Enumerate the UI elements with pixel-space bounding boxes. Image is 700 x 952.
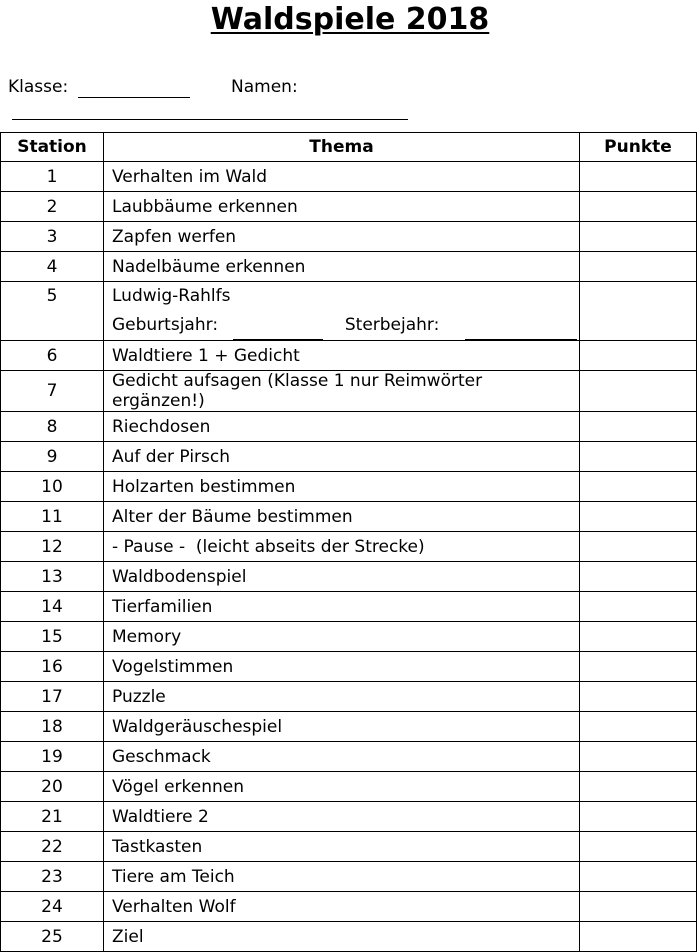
station-number: 10	[1, 472, 104, 502]
punkte-cell[interactable]	[580, 652, 697, 682]
station-number: 23	[1, 862, 104, 892]
station-thema: Laubbäume erkennen	[104, 192, 580, 222]
table-row	[1, 472, 697, 502]
station-thema: Tierfamilien	[104, 592, 580, 622]
station-number: 19	[1, 742, 104, 772]
station-thema: Alter der Bäume bestimmen	[104, 502, 580, 532]
punkte-cell[interactable]	[580, 892, 697, 922]
station-thema: Vögel erkennen	[104, 772, 580, 802]
table-row	[1, 922, 697, 952]
station-number: 7	[1, 371, 104, 412]
station-number: 6	[1, 341, 104, 371]
punkte-cell[interactable]	[580, 341, 697, 371]
punkte-cell[interactable]	[580, 371, 697, 412]
station-thema: Tastkasten	[104, 832, 580, 862]
header-punkte: Punkte	[580, 133, 697, 162]
station-number: 8	[1, 412, 104, 442]
station-thema: Vogelstimmen	[104, 652, 580, 682]
table-row	[1, 652, 697, 682]
punkte-cell[interactable]	[580, 282, 697, 341]
punkte-cell[interactable]	[580, 862, 697, 892]
punkte-cell[interactable]	[580, 222, 697, 252]
table-row	[1, 562, 697, 592]
station-number: 4	[1, 252, 104, 282]
station-thema: Gedicht aufsagen (Klasse 1 nur Reimwörter ergänzen!)	[104, 371, 580, 412]
punkte-cell[interactable]	[580, 742, 697, 772]
lifespan-fields	[112, 311, 579, 340]
station-thema-multiline	[104, 282, 580, 341]
station-thema: Holzarten bestimmen	[104, 472, 580, 502]
punkte-cell[interactable]	[580, 562, 697, 592]
table-row	[1, 192, 697, 222]
punkte-cell[interactable]	[580, 252, 697, 282]
table-row	[1, 772, 697, 802]
table-row	[1, 892, 697, 922]
form-fields	[8, 76, 700, 120]
station-number: 12	[1, 532, 104, 562]
table-row	[1, 371, 697, 412]
punkte-cell[interactable]	[580, 502, 697, 532]
station-thema: Verhalten im Wald	[104, 162, 580, 192]
punkte-cell[interactable]	[580, 712, 697, 742]
punkte-cell[interactable]	[580, 832, 697, 862]
table-row	[1, 222, 697, 252]
station-number: 14	[1, 592, 104, 622]
sterbejahr-label: Sterbejahr:	[344, 315, 440, 335]
station-thema: Waldtiere 2	[104, 802, 580, 832]
station-thema: Tiere am Teich	[104, 862, 580, 892]
station-thema: Geschmack	[104, 742, 580, 772]
station-thema: Auf der Pirsch	[104, 442, 580, 472]
klasse-field[interactable]	[78, 79, 190, 98]
geburtsjahr-field[interactable]	[233, 321, 323, 340]
table-row	[1, 592, 697, 622]
station-number: 18	[1, 712, 104, 742]
punkte-cell[interactable]	[580, 162, 697, 192]
station-number: 15	[1, 622, 104, 652]
table-row	[1, 802, 697, 832]
page-title: Waldspiele 2018	[210, 2, 490, 37]
namen-label: Namen:	[231, 77, 298, 97]
station-thema: Memory	[104, 622, 580, 652]
station-number: 16	[1, 652, 104, 682]
station-thema: Zapfen werfen	[104, 222, 580, 252]
punkte-cell[interactable]	[580, 922, 697, 952]
station-number: 5	[1, 282, 104, 341]
station-thema: Verhalten Wolf	[104, 892, 580, 922]
station-thema: Riechdosen	[104, 412, 580, 442]
station-number: 22	[1, 832, 104, 862]
punkte-cell[interactable]	[580, 412, 697, 442]
station-number: 21	[1, 802, 104, 832]
table-row	[1, 682, 697, 712]
table-row	[1, 252, 697, 282]
table-row	[1, 341, 697, 371]
station-thema: Nadelbäume erkennen	[104, 252, 580, 282]
punkte-cell[interactable]	[580, 772, 697, 802]
station-number: 20	[1, 772, 104, 802]
table-row	[1, 412, 697, 442]
punkte-cell[interactable]	[580, 682, 697, 712]
table-row	[1, 442, 697, 472]
table-row	[1, 502, 697, 532]
station-number: 17	[1, 682, 104, 712]
punkte-cell[interactable]	[580, 472, 697, 502]
punkte-cell[interactable]	[580, 442, 697, 472]
table-header-row	[1, 133, 697, 162]
station-thema: Puzzle	[104, 682, 580, 712]
station-thema: Waldtiere 1 + Gedicht	[104, 341, 580, 371]
table-row	[1, 282, 697, 341]
punkte-cell[interactable]	[580, 802, 697, 832]
station-thema: - Pause - (leicht abseits der Strecke)	[104, 532, 580, 562]
namen-field[interactable]	[12, 101, 408, 120]
punkte-cell[interactable]	[580, 592, 697, 622]
station-number: 11	[1, 502, 104, 532]
table-row	[1, 622, 697, 652]
header-station: Station	[1, 133, 104, 162]
station-number: 24	[1, 892, 104, 922]
station-number: 9	[1, 442, 104, 472]
sterbejahr-field[interactable]	[465, 321, 577, 340]
station-thema: Ludwig-Rahlfs	[112, 286, 231, 306]
klasse-label: Klasse:	[8, 77, 69, 97]
punkte-cell[interactable]	[580, 622, 697, 652]
station-number: 13	[1, 562, 104, 592]
table-row	[1, 832, 697, 862]
station-number: 2	[1, 192, 104, 222]
table-row	[1, 742, 697, 772]
station-thema: Waldbodenspiel	[104, 562, 580, 592]
station-number: 1	[1, 162, 104, 192]
punkte-cell[interactable]	[580, 532, 697, 562]
header-thema: Thema	[104, 133, 580, 162]
station-number: 25	[1, 922, 104, 952]
station-thema: Waldgeräuschespiel	[104, 712, 580, 742]
geburtsjahr-label: Geburtsjahr:	[112, 315, 219, 335]
station-number: 3	[1, 222, 104, 252]
table-row	[1, 532, 697, 562]
punkte-cell[interactable]	[580, 192, 697, 222]
table-row	[1, 712, 697, 742]
table-row	[1, 862, 697, 892]
table-row	[1, 162, 697, 192]
stations-table	[0, 132, 697, 952]
station-thema: Ziel	[104, 922, 580, 952]
